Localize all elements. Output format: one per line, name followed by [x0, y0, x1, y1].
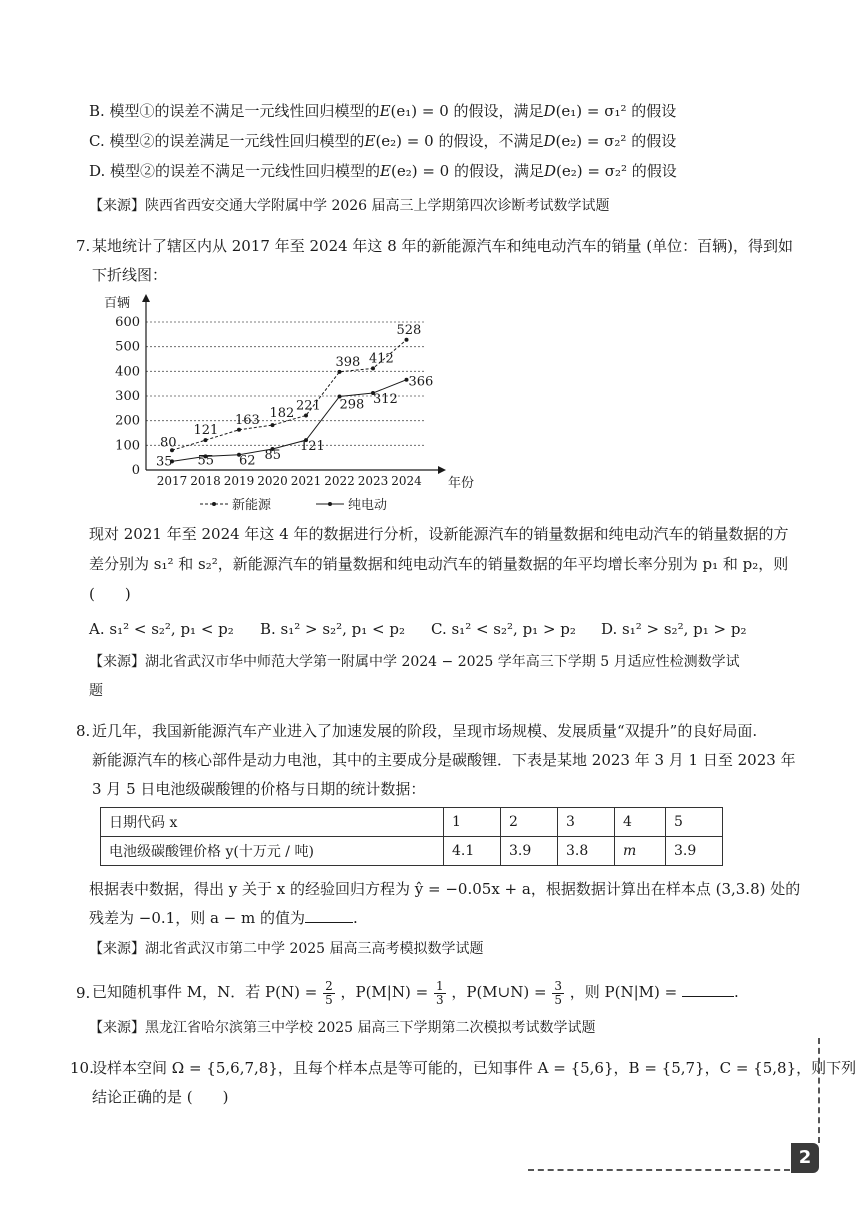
data-label: 398 [335, 354, 361, 370]
data-label: 298 [339, 397, 365, 413]
q9-stem: 已知随机事件 M，N．若 P(N) = $\frac{2}{5}$ ，P(M|N) = $\frac{1}{3}$ ，P(M∪N) = $\frac{3}{5}$ ，则 P(N|M) = . [92, 978, 739, 1007]
table-row [101, 808, 723, 837]
fraction: $\frac{2}{5}$ [325, 978, 333, 1007]
y-axis-arrow [142, 294, 150, 302]
data-point [405, 338, 409, 342]
q7-text-line1: 现对 2021 年至 2024 年这 4 年的数据进行分析，设新能源汽车的销量数据和纯电动汽车的销量数据的方 [89, 525, 789, 543]
data-label: 163 [235, 412, 260, 428]
y-tick-label: 200 [115, 413, 140, 429]
table-cell: 1 [444, 808, 501, 837]
q10-number: 10. [70, 1059, 94, 1077]
data-label: 121 [193, 423, 219, 439]
q9-number: 9. [76, 984, 91, 1002]
table-cell: 5 [666, 808, 723, 837]
x-tick-label: 2022 [324, 474, 355, 488]
table-cell: m [615, 837, 666, 866]
q7-option-d: D. s₁² > s₂², p₁ > p₂ [601, 620, 747, 638]
table-cell: 日期代码 x [101, 808, 444, 837]
answer-blank[interactable] [682, 982, 734, 997]
table-cell: 3 [558, 808, 615, 837]
data-label: 366 [408, 374, 434, 390]
data-point [338, 370, 342, 374]
q10-stem-line1: 设样本空间 Ω = {5,6,7,8}，且每个样本点是等可能的，已知事件 A = {5,6}，B = {5,7}，C = {5,8}，则下列 [92, 1059, 857, 1077]
table-cell: 4.1 [444, 837, 501, 866]
data-label: 85 [264, 448, 282, 464]
page-corner-divider [818, 1038, 820, 1143]
y-axis-label: 百辆 [104, 296, 131, 311]
table-cell: 2 [501, 808, 558, 837]
fraction: $\frac{1}{3}$ [435, 978, 444, 1007]
q7-source-line2: 题 [89, 683, 103, 699]
q8-source: 【来源】湖北省武汉市第二中学 2025 届高三高考模拟数学试题 [89, 941, 484, 957]
page-number-badge: 2 [791, 1143, 819, 1173]
data-label: 80 [160, 435, 177, 451]
q8-stem-line2: 新能源汽车的核心部件是动力电池，其中的主要成分是碳酸锂．下表是某地 2023 年 3 月 1 日至 2023 年 [92, 751, 796, 769]
q6-option-d: D. 模型②的误差不满足一元线性回归模型的E(e₂) = 0 的假设，满足D(e₂) = σ₂² 的假设 [89, 162, 677, 180]
x-tick-label: 2020 [257, 474, 288, 488]
data-label: 55 [197, 453, 215, 469]
q7-text-line2: 差分别为 s₁² 和 s₂²，新能源汽车的销量数据和纯电动汽车的销量数据的年平均增长率分别为 p₁ 和 p₂，则 [89, 555, 789, 573]
table-cell: 3.9 [501, 837, 558, 866]
q8-text-line1: 根据表中数据，得出 y 关于 x 的经验回归方程为 ŷ = −0.05x + a，根据数据计算出在样本点 (3,3.8) 处的 [89, 880, 801, 898]
y-tick-label: 400 [115, 364, 140, 380]
y-tick-label: 0 [131, 463, 140, 478]
data-point [204, 438, 208, 442]
x-tick-label: 2021 [290, 474, 322, 488]
q6-source: 【来源】陕西省西安交通大学附属中学 2026 届高三上学期第四次诊断考试数学试题 [89, 198, 610, 214]
q7-source-line1: 【来源】湖北省武汉市华中师范大学第一附属中学 2024 − 2025 学年高三下学期 5 月适应性检测数学试 [89, 654, 740, 670]
y-tick-label: 100 [115, 438, 140, 454]
q7-stem-line2: 下折线图： [92, 266, 168, 284]
data-label: 62 [239, 453, 256, 469]
q9-source: 【来源】黑龙江省哈尔滨第三中学校 2025 届高三下学期第二次模拟考试数学试题 [89, 1020, 596, 1036]
data-label: 121 [300, 439, 325, 455]
x-tick-label: 2023 [357, 474, 389, 488]
data-label: 312 [373, 392, 398, 408]
answer-blank[interactable] [305, 908, 353, 923]
data-label: 412 [369, 351, 394, 367]
data-point [237, 428, 241, 432]
x-tick-label: 2018 [190, 474, 221, 488]
table-cell: 3.8 [558, 837, 615, 866]
q8-text-line2: 残差为 −0.1，则 a − m 的值为 . [89, 909, 358, 927]
fraction: $\frac{3}{5}$ [554, 978, 562, 1007]
q7-stem-line1: 某地统计了辖区内从 2017 年至 2024 年这 8 年的新能源汽车和纯电动汽车的销量 (单位：百辆)，得到如 [92, 237, 793, 255]
q10-stem-line2: 结论正确的是 ( ) [92, 1088, 229, 1106]
data-label: 528 [396, 322, 422, 338]
data-label: 182 [269, 406, 295, 422]
q6-option-b: B. 模型①的误差不满足一元线性回归模型的E(e₁) = 0 的假设，满足D(e₁) = σ₁² 的假设 [89, 102, 677, 120]
q7-option-c: C. s₁² < s₂², p₁ > p₂ [431, 620, 576, 638]
y-tick-label: 300 [115, 389, 140, 404]
x-tick-label: 2017 [156, 474, 188, 488]
y-tick-label: 600 [115, 315, 140, 330]
q7-option-b: B. s₁² > s₂², p₁ < p₂ [260, 620, 405, 638]
q6-option-c: C. 模型②的误差满足一元线性回归模型的E(e₂) = 0 的假设，不满足D(e₂) = σ₂² 的假设 [89, 132, 677, 150]
x-tick-label: 2024 [391, 474, 422, 488]
q8-number: 8. [76, 722, 91, 740]
data-label: 221 [296, 398, 321, 414]
q7-answer-paren: ( ) [89, 585, 131, 603]
data-label: 35 [156, 454, 173, 470]
y-tick-label: 500 [115, 339, 140, 355]
sales-line-chart [100, 290, 475, 518]
table-cell: 3.9 [666, 837, 723, 866]
page-footer-divider [528, 1169, 790, 1171]
x-axis-label: 年份 [448, 476, 475, 491]
lithium-price-table [100, 807, 723, 866]
table-cell: 电池级碳酸锂价格 y(十万元 / 吨) [101, 837, 444, 866]
legend-marker [212, 502, 216, 506]
legend-label: 纯电动 [348, 498, 388, 513]
legend-marker [328, 502, 332, 506]
q8-stem-line3: 3 月 5 日电池级碳酸锂的价格与日期的统计数据： [92, 780, 426, 798]
q8-stem-line1: 近几年，我国新能源汽车产业进入了加速发展的阶段，呈现市场规模、发展质量“双提升”的良好局面. [92, 722, 758, 740]
data-point [371, 366, 375, 370]
table-row [101, 837, 723, 866]
table-cell: 4 [615, 808, 666, 837]
q7-number: 7. [76, 237, 91, 255]
x-axis-arrow [438, 466, 446, 474]
legend-label: 新能源 [232, 498, 272, 513]
x-tick-label: 2019 [223, 474, 255, 488]
q7-option-a: A. s₁² < s₂², p₁ < p₂ [89, 620, 234, 638]
data-point [271, 423, 275, 427]
data-point [304, 413, 308, 417]
